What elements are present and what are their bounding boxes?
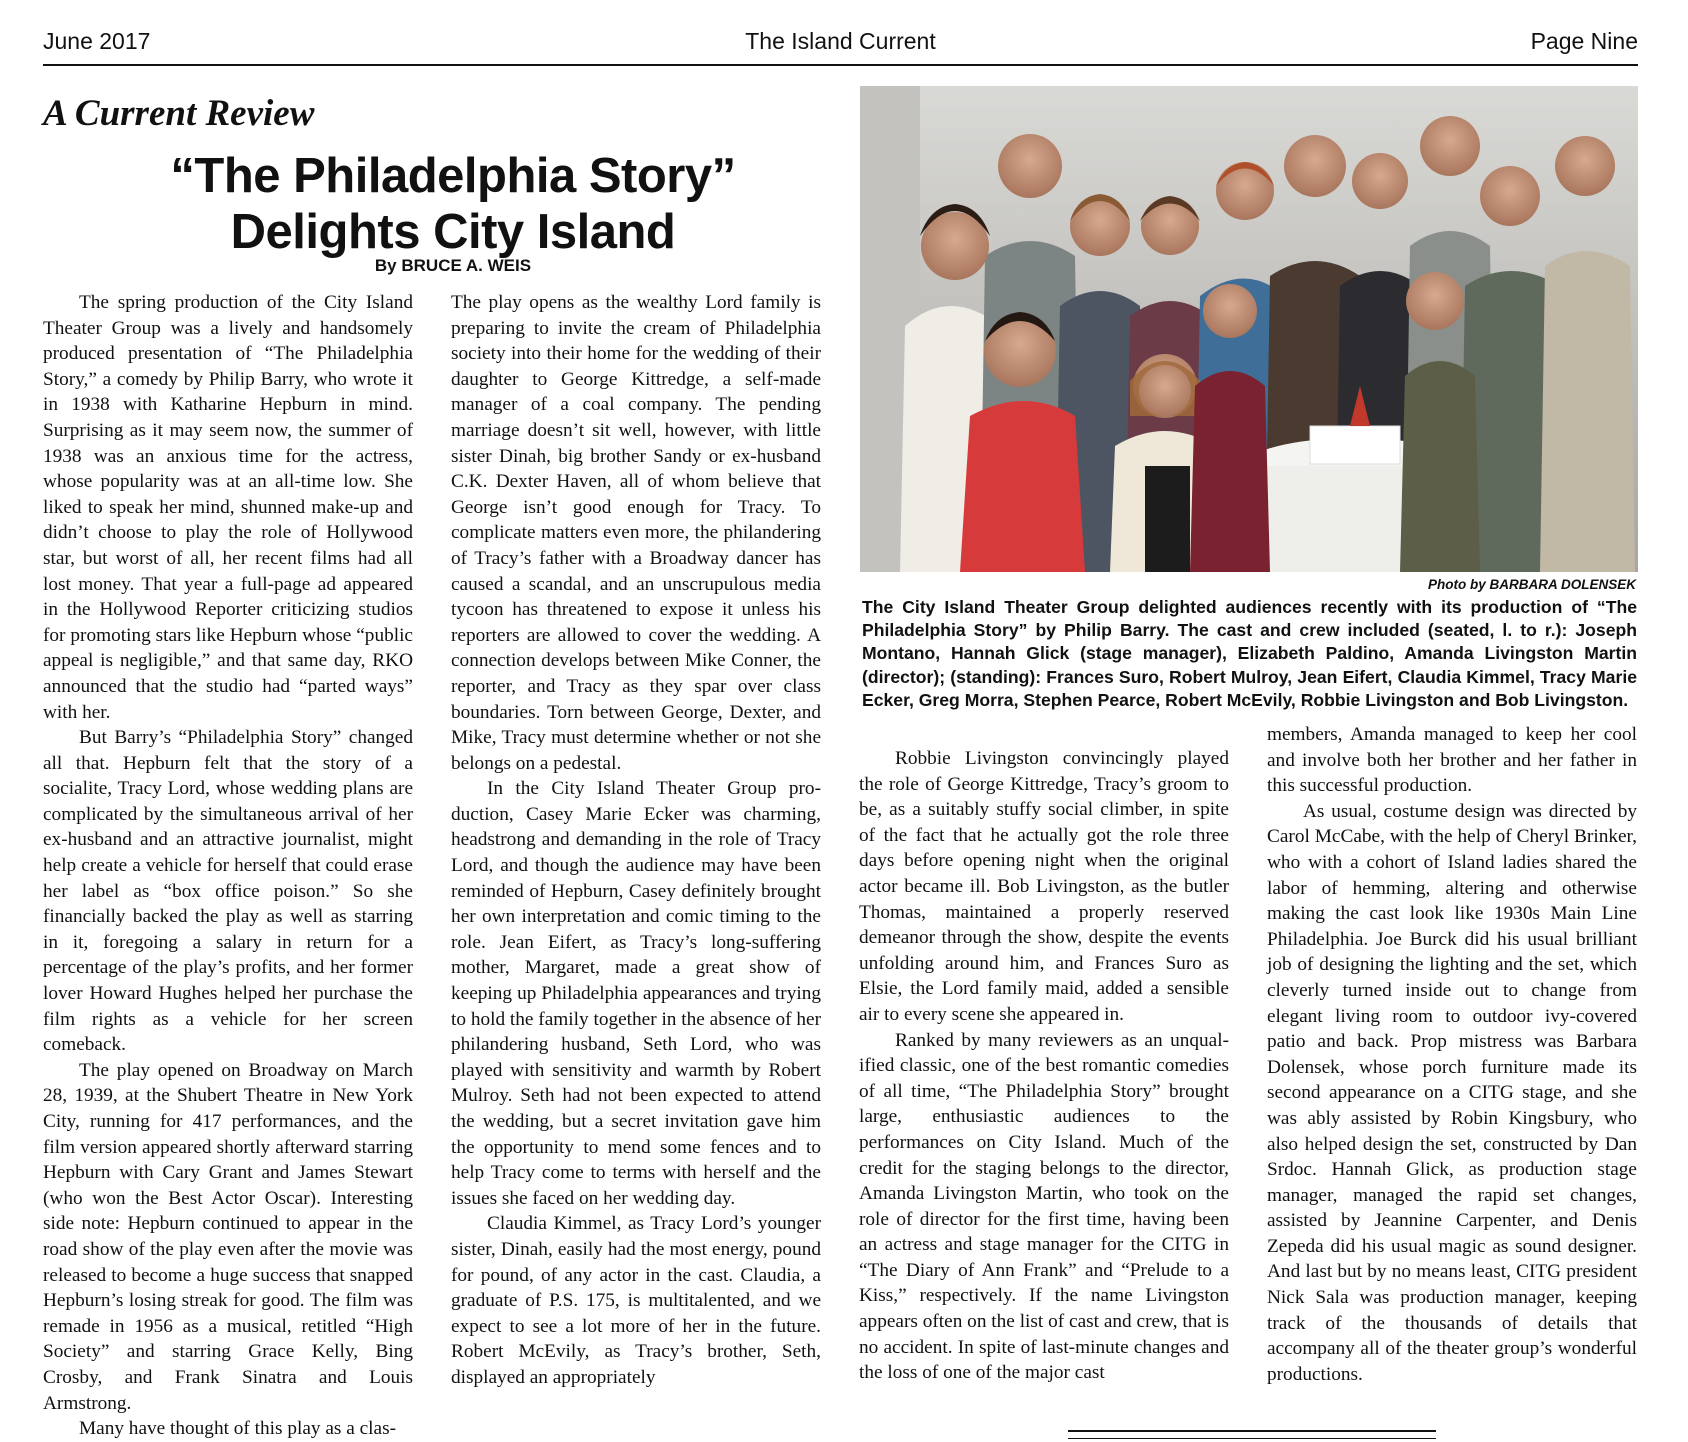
article-column-2 <box>451 290 821 1440</box>
publication-name: The Island Current <box>745 28 936 54</box>
paragraph: Many have thought of this play as a clas- <box>79 1418 396 1440</box>
paragraph: Robbie Livingston convincingly played the role of George Kittredge, Tracy’s groom to be, as a suitably stuffy social climber, in spite of the fact that he actually got the role three days before opening night when the original actor became ill. Bob Livingston, as the butler Thomas, maintained a properly reserved demeanor through the show, despite the events unfolding around him, and Frances Suro as Elsie, the Lord family maid, added a sensible air to every scene she appeared in. <box>859 748 1229 1025</box>
paragraph: But Barry’s “Philadelphia Story” changed all that. Hepburn felt that the story of a socialite, Tracy Lord, whose wedding plans are complicated by the simultaneous arrival of her ex-husband and an attractive journalist, might help create a vehicle for herself that could erase her label as “box office poison.” So she financially backed the play as well as starring in it, foregoing a salary in return for a percentage of the play’s profits, and her former lover Howard Hughes helped her purchase the film rights as a vehicle for her screen comeback. <box>43 727 413 1056</box>
photo-credit: Photo by BARBARA DOLENSEK <box>1428 577 1636 592</box>
issue-date: June 2017 <box>43 28 151 54</box>
article-column-1 <box>43 290 413 1440</box>
article-column-3 <box>859 746 1229 1416</box>
page-header <box>43 28 1638 66</box>
article-end-rule <box>1068 1430 1436 1439</box>
photo-caption: The City Island Theater Group delighted audiences recently with its production of “The Philadelphia Story” by Philip Barry. The cast and crew included (seated, l. to r.): Joseph Montano, Hannah Glick (stage manager), Elizabeth Paldino, Amanda Livingston Martin (director); (standing): Frances Suro, Robert Mulroy, Jean Eifert, Claudia Kimmel, Tracy Marie Ecker, Greg Morra, Stephen Pearce, Robert McEvily, Robbie Livingston and Bob Livingston. <box>862 597 1637 710</box>
article-headline <box>43 148 863 260</box>
paragraph: In the City Island Theater Group production, Casey Marie Ecker was charming, headstrong and demanding in the role of Tracy Lord, and though the audience may have been reminded of Hepburn, Casey definitely brought her own interpretation and comic timing to the role. Jean Eifert, as Tracy’s long-suffering mother, Margaret, made a great show of keeping up Philadelphia appearances and trying to hold the family together in the absence of her philandering husband, Seth Lord, who was played with sensitivity and warmth by Robert Mulroy. Seth had not been expected to attend the wedding, but a secret invitation gave him the opportunity to mend some fences and to help Tracy come to terms with herself and the issues she faced on her wedding day. <box>451 778 821 1209</box>
cast-photo <box>860 86 1638 572</box>
paragraph: The spring production of the City Island Theater Group was a lively and handsomely produced presentation of “The Philadelphia Story,” a comedy by Philip Barry, who wrote it in 1938 with Katharine Hepburn in mind. Surprising as it may seem now, the summer of 1938 was an anxious time for the actress, whose popularity was at an all-time low. She liked to speak her mind, shunned make-up and didn’t choose to play the role of Hollywood star, but worst of all, her recent films had all lost money. That year a full-page ad appeared in the Hollywood Reporter criticizing studios for promoting stars like Hepburn whose “public appeal is negligible,” and that same day, RKO announced that the studio had “parted ways” with her. <box>43 292 413 723</box>
page-number: Page Nine <box>1530 28 1638 54</box>
paragraph: Ranked by many reviewers as an unqualified classic, one of the best romantic comedies of all time, “The Philadelphia Story” brought large, enthusiastic audiences to the performances on City Island. Much of the credit for the staging belongs to the director, Amanda Livingston Martin, who took on the role of director for the first time, having been an actress and stage manager for the CITG in “The Diary of Ann Frank” and “Prelude to a Kiss,” respectively. If the name Livingston appears often on the list of cast and crew, that is no accident. In spite of last-minute changes and the loss of one of the major cast <box>859 1029 1229 1384</box>
paragraph: The play opens as the wealthy Lord family is preparing to invite the cream of Philadelphia society into their home for the wedding of their daughter to George Kittredge, a self-made manager of a coal company. The pending marriage doesn’t sit well, however, with little sister Dinah, big brother Sandy or ex-husband C.K. Dexter Haven, all of whom believe that George isn’t good enough for Tracy. To complicate matters even more, the philandering of Tracy’s father with a Broadway dancer has caused a scandal, and an unscrupulous media tycoon has threatened to expose it unless his reporters are allowed to cover the wedding. A connection develops between Mike Conner, the reporter, and Tracy as they spar over class boundaries. Torn between George, Dexter, and Mike, Tracy must determine whether or not she belongs on a pedestal. <box>451 292 821 774</box>
article-column-4 <box>1267 722 1637 1416</box>
headline-line-1: “The Philadelphia Story” <box>170 149 736 203</box>
cast-photo-image <box>860 86 1638 572</box>
paragraph: As usual, costume design was directed by Carol McCabe, with the help of Cheryl Brinker, who with a cohort of Island ladies shared the labor of hemming, altering and otherwise making the cast look like 1930s Main Line Philadelphia. Joe Burck did his usual brilliant job of designing the lighting and the set, which cleverly turned inside out to change from elegant living room to outdoor ivy-covered patio and back. Prop mistress was Barbara Dolensek, whose porch furniture made its second appearance on a CITG stage, and she was ably assisted by Robin Kingsbury, who also helped design the set, constructed by Dan Srdoc. Hannah Glick, as production stage manager, managed the rapid set changes, assisted by Jeannine Carpenter, and Denis Zepeda did his usual magic as sound designer. And last but by no means least, CITG president Nick Sala was production manager, keeping track of the thousands of details that accompany all of the theater group’s wonderful productions. <box>1267 800 1637 1385</box>
byline: By BRUCE A. WEIS <box>374 256 532 275</box>
paragraph: Claudia Kimmel, as Tracy Lord’s younger sister, Dinah, easily had the most energy, pound for pound, of any actor in the cast. Claudia, a graduate of P.S. 175, is multitalented, and we expect to see a lot more of her in the future. Robert McEvily, as Tracy’s brother, Seth, displayed an appropriately <box>451 1213 821 1388</box>
paragraph: members, Amanda managed to keep her cool and involve both her brother and her father in this successful production. <box>1267 724 1637 797</box>
headline-line-2: Delights City Island <box>230 205 676 259</box>
section-kicker: A Current Review <box>43 93 315 134</box>
paragraph: The play opened on Broadway on March 28, 1939, at the Shubert Theatre in New York City, running for 417 performances, and the film version appeared shortly afterward starring Hepburn with Cary Grant and James Stewart (who won the Best Actor Oscar). Interesting side note: Hepburn continued to appear in the road show of the play even after the movie was released to become a huge success that snapped Hepburn’s losing streak for good. The film was remade in 1956 as a musical, retitled “High Society” and starring Grace Kelly, Bing Crosby, and Frank Sinatra and Louis Armstrong. <box>43 1059 413 1414</box>
